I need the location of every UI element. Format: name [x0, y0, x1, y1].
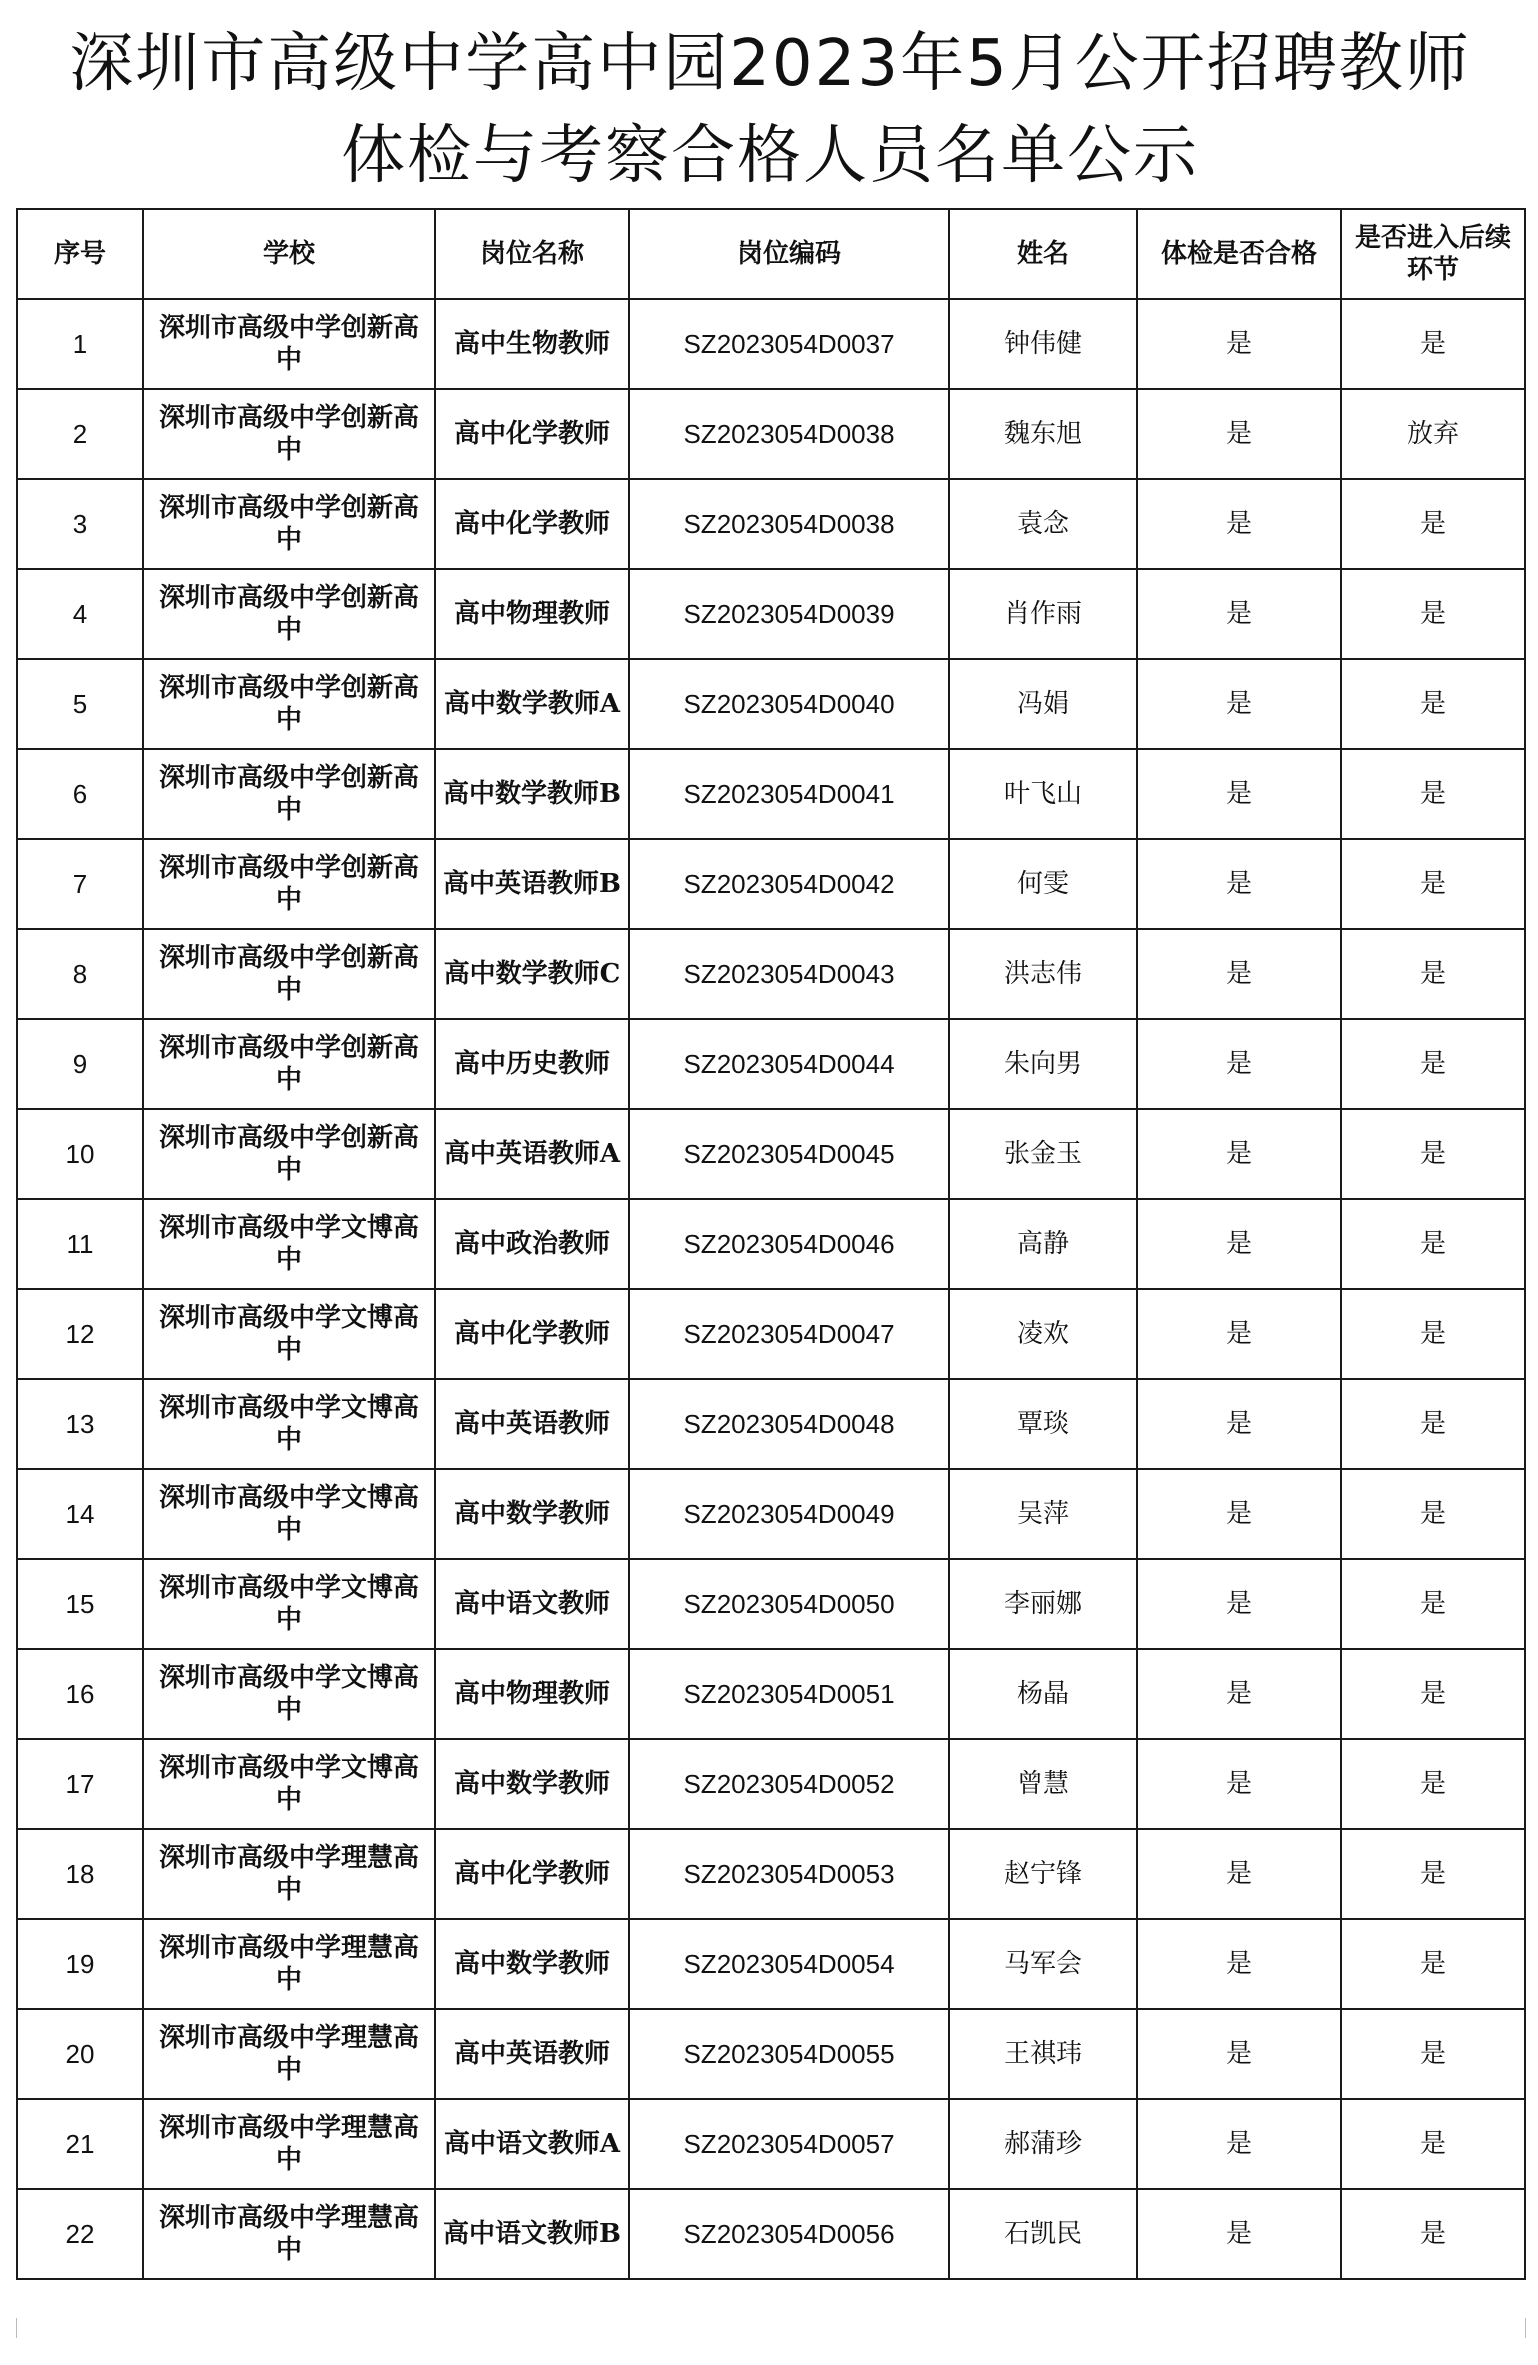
cell-seq: 19: [17, 1919, 143, 2009]
cell-code: SZ2023054D0048: [629, 1379, 949, 1469]
table-row: [17, 1919, 1525, 2009]
cell-check: 是: [1137, 1199, 1341, 1289]
cell-check: 是: [1137, 929, 1341, 1019]
cell-post: 高中数学教师: [435, 1469, 629, 1559]
cell-code: SZ2023054D0055: [629, 2009, 949, 2099]
cell-name: 王祺玮: [949, 2009, 1137, 2099]
cell-post: 高中英语教师: [435, 2009, 629, 2099]
cell-name: 李丽娜: [949, 1559, 1137, 1649]
cell-school: 深圳市高级中学文博高中: [143, 1649, 435, 1739]
cell-seq: 8: [17, 929, 143, 1019]
cell-post: 高中数学教师C: [435, 929, 629, 1019]
cell-post: 高中化学教师: [435, 479, 629, 569]
cell-check: 是: [1137, 1919, 1341, 2009]
cell-code: SZ2023054D0052: [629, 1739, 949, 1829]
cell-check: 是: [1137, 2099, 1341, 2189]
table-row: [17, 1829, 1525, 1919]
cell-name: 何雯: [949, 839, 1137, 929]
cell-code: SZ2023054D0051: [629, 1649, 949, 1739]
cell-post: 高中政治教师: [435, 1199, 629, 1289]
cell-seq: 22: [17, 2189, 143, 2279]
cell-seq: 9: [17, 1019, 143, 1109]
cell-seq: 17: [17, 1739, 143, 1829]
cell-next: 是: [1341, 839, 1525, 929]
cell-post: 高中语文教师B: [435, 2189, 629, 2279]
table-row: [17, 2099, 1525, 2189]
cell-name: 覃琰: [949, 1379, 1137, 1469]
cell-name: 叶飞山: [949, 749, 1137, 839]
cell-code: SZ2023054D0037: [629, 299, 949, 389]
table-row: [17, 929, 1525, 1019]
cell-post: 高中数学教师: [435, 1739, 629, 1829]
table-row: [17, 659, 1525, 749]
cell-code: SZ2023054D0043: [629, 929, 949, 1019]
cell-next: 放弃: [1341, 389, 1525, 479]
cell-school: 深圳市高级中学创新高中: [143, 1019, 435, 1109]
cell-post: 高中语文教师A: [435, 2099, 629, 2189]
cell-post: 高中数学教师A: [435, 659, 629, 749]
cell-post: 高中化学教师: [435, 1289, 629, 1379]
cell-next: 是: [1341, 1829, 1525, 1919]
cell-post: 高中英语教师: [435, 1379, 629, 1469]
cell-school: 深圳市高级中学理慧高中: [143, 1919, 435, 2009]
cell-name: 钟伟健: [949, 299, 1137, 389]
cell-post: 高中生物教师: [435, 299, 629, 389]
cell-seq: 6: [17, 749, 143, 839]
cell-post: 高中英语教师B: [435, 839, 629, 929]
cell-school: 深圳市高级中学理慧高中: [143, 1829, 435, 1919]
cell-post: 高中英语教师A: [435, 1109, 629, 1199]
table-row: [17, 749, 1525, 839]
cell-seq: 7: [17, 839, 143, 929]
table-row: [17, 1379, 1525, 1469]
cell-name: 袁念: [949, 479, 1137, 569]
cell-next: 是: [1341, 2009, 1525, 2099]
cell-next: 是: [1341, 1649, 1525, 1739]
cell-next: 是: [1341, 2099, 1525, 2189]
cell-school: 深圳市高级中学创新高中: [143, 299, 435, 389]
cell-check: 是: [1137, 1469, 1341, 1559]
cell-school: 深圳市高级中学文博高中: [143, 1739, 435, 1829]
cell-name: 张金玉: [949, 1109, 1137, 1199]
cell-code: SZ2023054D0050: [629, 1559, 949, 1649]
cell-seq: 16: [17, 1649, 143, 1739]
cell-name: 魏东旭: [949, 389, 1137, 479]
cell-next: 是: [1341, 1469, 1525, 1559]
cell-code: SZ2023054D0038: [629, 389, 949, 479]
cell-check: 是: [1137, 839, 1341, 929]
cell-check: 是: [1137, 2189, 1341, 2279]
cell-next: 是: [1341, 659, 1525, 749]
cell-school: 深圳市高级中学创新高中: [143, 929, 435, 1019]
cell-post: 高中数学教师B: [435, 749, 629, 839]
title-line-1: 深圳市高级中学高中园2023年5月公开招聘教师: [69, 27, 1471, 101]
cell-seq: 18: [17, 1829, 143, 1919]
cell-code: SZ2023054D0047: [629, 1289, 949, 1379]
header-next: 是否进入后续环节: [1341, 209, 1525, 299]
table-row: [17, 1649, 1525, 1739]
cell-name: 赵宁锋: [949, 1829, 1137, 1919]
cell-seq: 1: [17, 299, 143, 389]
cell-next: 是: [1341, 1289, 1525, 1379]
table-row: [17, 569, 1525, 659]
cell-post: 高中数学教师: [435, 1919, 629, 2009]
cell-check: 是: [1137, 1379, 1341, 1469]
cell-name: 石凯民: [949, 2189, 1137, 2279]
header-code: 岗位编码: [629, 209, 949, 299]
cell-name: 洪志伟: [949, 929, 1137, 1019]
cell-check: 是: [1137, 1829, 1341, 1919]
cell-school: 深圳市高级中学文博高中: [143, 1469, 435, 1559]
cell-school: 深圳市高级中学创新高中: [143, 839, 435, 929]
table-row: [17, 299, 1525, 389]
cell-school: 深圳市高级中学理慧高中: [143, 2099, 435, 2189]
cell-seq: 10: [17, 1109, 143, 1199]
cell-name: 肖作雨: [949, 569, 1137, 659]
cell-name: 冯娟: [949, 659, 1137, 749]
table-row: [17, 839, 1525, 929]
table-row: [17, 2009, 1525, 2099]
cell-seq: 13: [17, 1379, 143, 1469]
cell-name: 高静: [949, 1199, 1137, 1289]
cell-name: 杨晶: [949, 1649, 1137, 1739]
header-post: 岗位名称: [435, 209, 629, 299]
cell-check: 是: [1137, 1649, 1341, 1739]
cell-code: SZ2023054D0045: [629, 1109, 949, 1199]
cell-school: 深圳市高级中学文博高中: [143, 1199, 435, 1289]
cell-name: 凌欢: [949, 1289, 1137, 1379]
cell-code: SZ2023054D0044: [629, 1019, 949, 1109]
table-row: [17, 1109, 1525, 1199]
page-title: [16, 18, 1524, 202]
cell-code: SZ2023054D0038: [629, 479, 949, 569]
cell-next: 是: [1341, 1559, 1525, 1649]
cell-check: 是: [1137, 299, 1341, 389]
cell-school: 深圳市高级中学文博高中: [143, 1559, 435, 1649]
cell-school: 深圳市高级中学文博高中: [143, 1379, 435, 1469]
cell-next: 是: [1341, 929, 1525, 1019]
cell-next: 是: [1341, 1739, 1525, 1829]
cell-seq: 20: [17, 2009, 143, 2099]
cell-check: 是: [1137, 2009, 1341, 2099]
table-row: [17, 2189, 1525, 2279]
cell-code: SZ2023054D0040: [629, 659, 949, 749]
cell-name: 曾慧: [949, 1739, 1137, 1829]
cell-post: 高中物理教师: [435, 1649, 629, 1739]
cell-check: 是: [1137, 389, 1341, 479]
cell-next: 是: [1341, 1379, 1525, 1469]
cell-check: 是: [1137, 1109, 1341, 1199]
cell-post: 高中化学教师: [435, 1829, 629, 1919]
cell-seq: 11: [17, 1199, 143, 1289]
title-line-2: 体检与考察合格人员名单公示: [341, 119, 1199, 193]
table-row: [17, 1739, 1525, 1829]
cell-code: SZ2023054D0042: [629, 839, 949, 929]
cell-code: SZ2023054D0039: [629, 569, 949, 659]
cell-post: 高中语文教师: [435, 1559, 629, 1649]
header-name: 姓名: [949, 209, 1137, 299]
header-seq: 序号: [17, 209, 143, 299]
cell-next: 是: [1341, 299, 1525, 389]
cell-code: SZ2023054D0057: [629, 2099, 949, 2189]
cell-next: 是: [1341, 569, 1525, 659]
cell-post: 高中物理教师: [435, 569, 629, 659]
cell-next: 是: [1341, 1019, 1525, 1109]
cell-next: 是: [1341, 2189, 1525, 2279]
cell-check: 是: [1137, 749, 1341, 839]
table-body: [17, 299, 1525, 2279]
cell-school: 深圳市高级中学创新高中: [143, 479, 435, 569]
cell-seq: 2: [17, 389, 143, 479]
cell-next: 是: [1341, 1199, 1525, 1289]
cell-school: 深圳市高级中学理慧高中: [143, 2009, 435, 2099]
table-row: [17, 1559, 1525, 1649]
header-check: 体检是否合格: [1137, 209, 1341, 299]
cell-next: 是: [1341, 479, 1525, 569]
cell-code: SZ2023054D0049: [629, 1469, 949, 1559]
cell-seq: 4: [17, 569, 143, 659]
cell-check: 是: [1137, 659, 1341, 749]
table-header-row: [17, 209, 1525, 299]
cell-seq: 14: [17, 1469, 143, 1559]
cell-name: 郝蒲珍: [949, 2099, 1137, 2189]
cell-post: 高中化学教师: [435, 389, 629, 479]
cell-check: 是: [1137, 1019, 1341, 1109]
cell-check: 是: [1137, 1289, 1341, 1379]
table-row: [17, 1469, 1525, 1559]
cell-next: 是: [1341, 1109, 1525, 1199]
cell-seq: 15: [17, 1559, 143, 1649]
cell-seq: 12: [17, 1289, 143, 1379]
table-row: [17, 479, 1525, 569]
cell-school: 深圳市高级中学创新高中: [143, 659, 435, 749]
cell-name: 朱向男: [949, 1019, 1137, 1109]
cell-school: 深圳市高级中学文博高中: [143, 1289, 435, 1379]
table-bottom-edge: [16, 2318, 1526, 2338]
cell-seq: 21: [17, 2099, 143, 2189]
cell-seq: 5: [17, 659, 143, 749]
cell-next: 是: [1341, 749, 1525, 839]
cell-name: 马军会: [949, 1919, 1137, 2009]
cell-post: 高中历史教师: [435, 1019, 629, 1109]
cell-code: SZ2023054D0054: [629, 1919, 949, 2009]
cell-code: SZ2023054D0053: [629, 1829, 949, 1919]
cell-school: 深圳市高级中学创新高中: [143, 1109, 435, 1199]
qualified-roster-table: [16, 208, 1526, 2280]
cell-school: 深圳市高级中学理慧高中: [143, 2189, 435, 2279]
table-row: [17, 1199, 1525, 1289]
cell-next: 是: [1341, 1919, 1525, 2009]
cell-code: SZ2023054D0056: [629, 2189, 949, 2279]
cell-check: 是: [1137, 479, 1341, 569]
cell-check: 是: [1137, 1739, 1341, 1829]
cell-school: 深圳市高级中学创新高中: [143, 389, 435, 479]
cell-name: 吴萍: [949, 1469, 1137, 1559]
cell-check: 是: [1137, 1559, 1341, 1649]
header-school: 学校: [143, 209, 435, 299]
cell-school: 深圳市高级中学创新高中: [143, 569, 435, 659]
cell-code: SZ2023054D0046: [629, 1199, 949, 1289]
table-row: [17, 389, 1525, 479]
cell-check: 是: [1137, 569, 1341, 659]
table-row: [17, 1289, 1525, 1379]
cell-seq: 3: [17, 479, 143, 569]
cell-code: SZ2023054D0041: [629, 749, 949, 839]
cell-school: 深圳市高级中学创新高中: [143, 749, 435, 839]
table-row: [17, 1019, 1525, 1109]
